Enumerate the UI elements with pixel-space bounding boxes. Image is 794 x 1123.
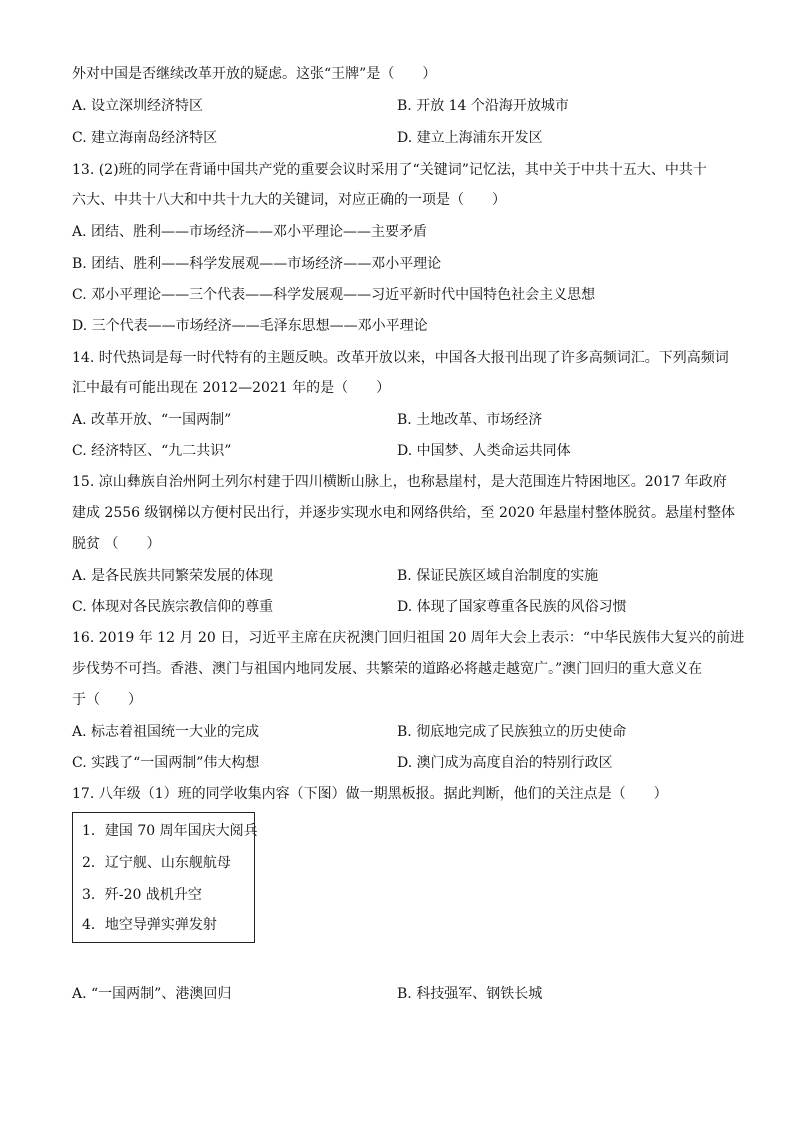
q17-option-a: A. “一国两制”、港澳回归 <box>72 986 232 1002</box>
q13-option-b: B. 团结、胜利——科学发展观——市场经济——邓小平理论 <box>72 256 442 272</box>
q17-option-b: B. 科技强军、钢铁长城 <box>397 986 543 1002</box>
q16-stem-line-2: 步伐势不可挡。香港、澳门与祖国内地同发展、共繁荣的道路必将越走越宽广。”澳门回归的重大意义在 <box>72 661 703 677</box>
q16-option-b: B. 彻底地完成了民族独立的历史使命 <box>397 724 627 740</box>
q12-option-a: A. 设立深圳经济特区 <box>72 98 204 114</box>
q14-option-d: D. 中国梦、人类命运共同体 <box>397 443 571 459</box>
q13-option-d: D. 三个代表——市场经济——毛泽东思想——邓小平理论 <box>72 318 428 334</box>
q15-option-b: B. 保证民族区域自治制度的实施 <box>397 568 599 584</box>
q15-option-a: A. 是各民族共同繁荣发展的体现 <box>72 568 274 584</box>
q14-option-b: B. 土地改革、市场经济 <box>397 412 543 428</box>
q16-option-d: D. 澳门成为高度自治的特别行政区 <box>397 755 613 771</box>
q13-stem-line-1: 13. (2)班的同学在背诵中国共产党的重要会议时采用了“关键词”记忆法，其中关于中共十五大、中共十 <box>72 162 707 178</box>
q16-option-c: C. 实践了“一国两制”伟大构想 <box>72 755 260 771</box>
q17-box-item-1: 1．建国 70 周年国庆大阅兵 <box>82 823 258 839</box>
q17-stem: 17. 八年级（1）班的同学收集内容（下图）做一期黑板报。据此判断，他们的关注点是（ ） <box>72 786 668 802</box>
q15-stem-line-3: 脱贫 （ ） <box>72 536 161 552</box>
q17-box-item-3: 3．歼-20 战机升空 <box>82 887 202 903</box>
q13-option-a: A. 团结、胜利——市场经济——邓小平理论——主要矛盾 <box>72 224 428 240</box>
q14-stem-line-2: 汇中最有可能出现在 2012—2021 年的是（ ） <box>72 380 391 396</box>
q14-option-a: A. 改革开放、“一国两制” <box>72 412 232 428</box>
q15-stem-line-1: 15. 凉山彝族自治州阿土列尔村建于四川横断山脉上，也称悬崖村，是大范围连片特困地区。2017 年政府 <box>72 474 727 490</box>
q16-stem-line-1: 16. 2019 年 12 月 20 日，习近平主席在庆祝澳门回归祖国 20 周年大会上表示：“中华民族伟大复兴的前进 <box>72 630 745 646</box>
q17-content-box <box>72 812 258 943</box>
q14-stem-line-1: 14. 时代热词是每一时代特有的主题反映。改革开放以来，中国各大报刊出现了许多高频词汇。下列高频词 <box>72 350 729 366</box>
q12-option-c: C. 建立海南岛经济特区 <box>72 130 218 146</box>
q13-option-c: C. 邓小平理论——三个代表——科学发展观——习近平新时代中国特色社会主义思想 <box>72 287 596 303</box>
q12-option-d: D. 建立上海浦东开发区 <box>397 130 543 146</box>
q15-option-c: C. 体现对各民族宗教信仰的尊重 <box>72 599 274 615</box>
q12-stem-continuation: 外对中国是否继续改革开放的疑虑。这张“王牌”是（ ） <box>72 66 437 82</box>
q15-stem-line-2: 建成 2556 级钢梯以方便村民出行，并逐步实现水电和网络供给，至 2020 年悬崖村整体脱贫。悬崖村整体 <box>72 505 736 521</box>
q16-option-a: A. 标志着祖国统一大业的完成 <box>72 724 260 740</box>
q12-option-b: B. 开放 14 个沿海开放城市 <box>397 98 569 114</box>
q16-stem-line-3: 于（ ） <box>72 692 142 708</box>
q17-box-item-4: 4．地空导弹实弹发射 <box>82 917 217 933</box>
q15-option-d: D. 体现了国家尊重各民族的风俗习惯 <box>397 599 627 615</box>
q13-stem-line-2: 六大、中共十八大和中共十九大的关键词，对应正确的一项是（ ） <box>72 192 506 208</box>
q17-box-item-2: 2．辽宁舰、山东舰航母 <box>82 855 231 871</box>
q14-option-c: C. 经济特区、“九二共识” <box>72 443 232 459</box>
